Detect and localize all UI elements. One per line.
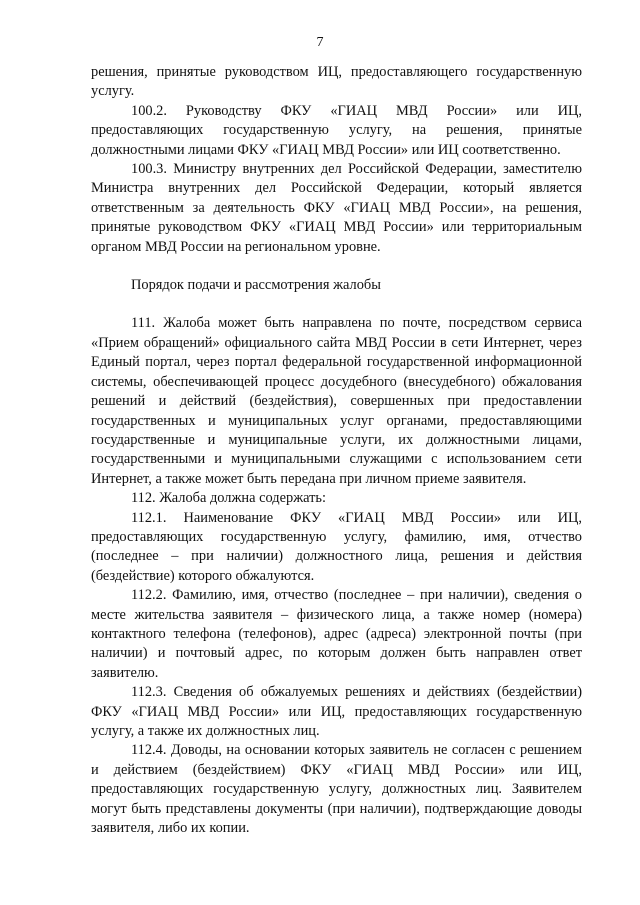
- document-body: [91, 63, 582, 838]
- paragraph-100-2: 100.2. Руководству ФКУ «ГИАЦ МВД России» или ИЦ, предоставляющих государственную услугу, на решения, принятые должностными лицами ФКУ «ГИАЦ МВД России» или ИЦ соответственно.: [91, 102, 582, 158]
- paragraph-112: 112. Жалоба должна содержать:: [131, 490, 326, 507]
- paragraph-112-2: 112.2. Фамилию, имя, отчество (последнее – при наличии), сведения о месте жительства заявителя – физического лица, а также номер (номера) контактного телефона (телефонов), адрес (адреса) электронной почты (при наличии) и почтовый адрес, по которым должен быть направлен ответ заявителю.: [91, 587, 582, 681]
- paragraph-111: 111. Жалоба может быть направлена по почте, посредством сервиса «Прием обращений» официального сайта МВД России в сети Интернет, через Единый портал, через портал федеральной государственной информационной системы, обеспечивающей процесс досудебного (внесудебного) обжалования решений и действий (бездействия), совершенных при предоставлении государственных и муниципальных услуг органами, предоставляющими государственные и муниципальные услуги, их должностными лицами, государственными и муниципальными служащими с использованием сети Интернет, а также может быть передана при личном приеме заявителя.: [91, 315, 582, 487]
- paragraph-continuation: решения, принятые руководством ИЦ, предоставляющего государственную услугу.: [91, 64, 582, 100]
- paragraph-100-3: 100.3. Министру внутренних дел Российской Федерации, заместителю Министра внутренних дел Российской Федерации, который является ответственным за деятельность ФКУ «ГИАЦ МВД России», на решения, принятые руководством ФКУ «ГИАЦ МВД России» или территориальным органом МВД России на региональном уровне.: [91, 161, 582, 255]
- paragraph-112-4: 112.4. Доводы, на основании которых заявитель не согласен с решением и действием (бездействием) ФКУ «ГИАЦ МВД России» или ИЦ, предоставляющих государственную услугу, должностных лиц. Заявителем могут быть представлены документы (при наличии), подтверждающие доводы заявителя, либо их копии.: [91, 742, 582, 837]
- paragraph-112-1: 112.1. Наименование ФКУ «ГИАЦ МВД России» или ИЦ, предоставляющих государственную услугу, фамилию, имя, отчество (последнее – при наличии) должностного лица, решения и действия (бездействие) которого обжалуются.: [91, 509, 582, 584]
- section-heading: Порядок подачи и рассмотрения жалобы: [131, 277, 381, 294]
- paragraph-112-3: 112.3. Сведения об обжалуемых решениях и действиях (бездействии) ФКУ «ГИАЦ МВД России» или ИЦ, предоставляющих государственную услугу, а также их должностных лиц.: [91, 684, 582, 739]
- page-number: 7: [316, 35, 324, 50]
